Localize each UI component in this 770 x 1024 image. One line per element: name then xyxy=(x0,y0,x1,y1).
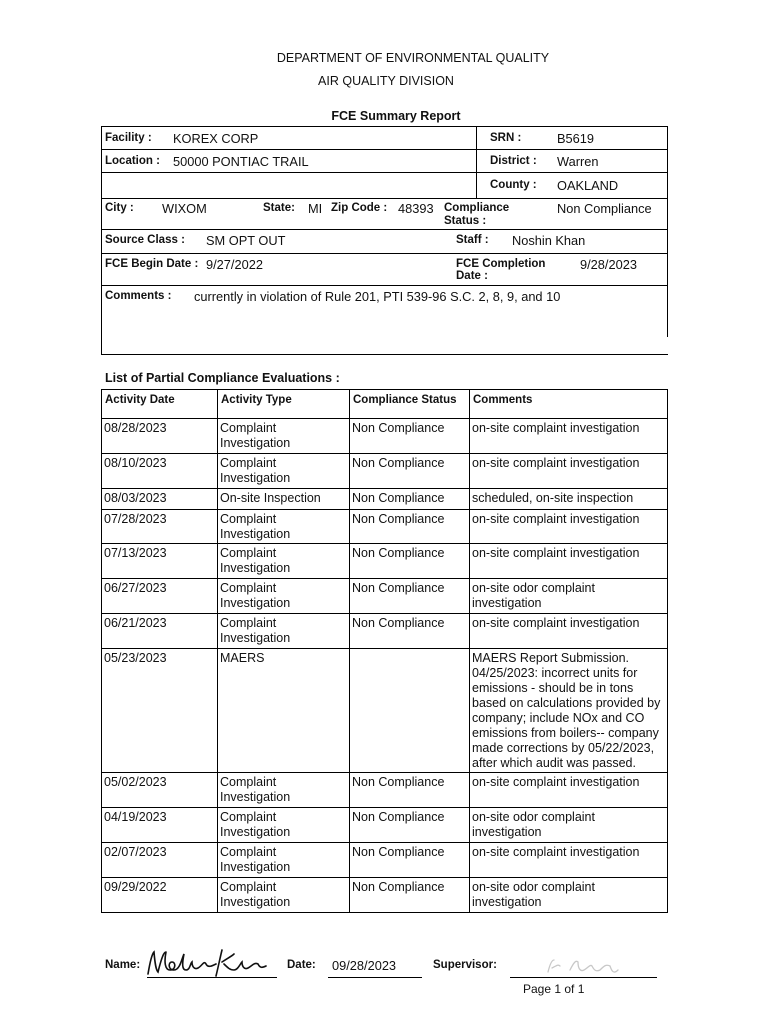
district-value: Warren xyxy=(557,154,599,169)
division-heading: AIR QUALITY DIVISION xyxy=(318,74,454,88)
pce-row-11-status: Non Compliance xyxy=(352,845,445,859)
compliance-status-label-line1: Compliance xyxy=(444,202,510,214)
srn-value: B5619 xyxy=(557,131,595,146)
compliance-status-value: Non Compliance xyxy=(557,201,652,216)
pce-row-7-comments: on-site complaint investigation xyxy=(472,616,640,630)
county-value: OAKLAND xyxy=(557,178,619,193)
name-label: Name: xyxy=(105,959,141,971)
location-label: Location : xyxy=(105,155,160,167)
column-header-date: Activity Date xyxy=(105,394,175,406)
pce-row-11-type: Complaint Investigation xyxy=(220,845,291,874)
pce-row-4-date: 07/28/2023 xyxy=(104,512,167,526)
county-label: County : xyxy=(490,179,537,191)
fce-begin-value: 9/27/2022 xyxy=(206,257,263,272)
supervisor-label: Supervisor: xyxy=(433,959,497,971)
staff-signature xyxy=(142,944,282,984)
city-value: WIXOM xyxy=(162,201,207,216)
pce-row-9-type: Complaint Investigation xyxy=(220,775,291,804)
pce-row-5-comments: on-site complaint investigation xyxy=(472,546,640,560)
pce-row-6-type: Complaint Investigation xyxy=(220,581,291,610)
pce-row-12-date: 09/29/2022 xyxy=(104,880,167,894)
pce-row-5-date: 07/13/2023 xyxy=(104,546,167,560)
location-value: 50000 PONTIAC TRAIL xyxy=(173,154,309,169)
pce-row-5-status: Non Compliance xyxy=(352,546,445,560)
pce-row-2-status: Non Compliance xyxy=(352,456,445,470)
pce-row-2-type: Complaint Investigation xyxy=(220,456,291,485)
pce-row-10-type: Complaint Investigation xyxy=(220,810,291,839)
pce-row-9-status: Non Compliance xyxy=(352,775,445,789)
pce-row-7-status: Non Compliance xyxy=(352,616,445,630)
pce-row-10-comments: on-site odor complaint investigation xyxy=(472,810,595,839)
pce-row-8-date: 05/23/2023 xyxy=(104,651,167,665)
pce-row-12-status: Non Compliance xyxy=(352,880,445,894)
staff-value: Noshin Khan xyxy=(512,233,586,248)
pce-row-2-date: 08/10/2023 xyxy=(104,456,167,470)
compliance-status-label-line2: Status : xyxy=(444,215,487,227)
pce-row-12-comments: on-site odor complaint investigation xyxy=(472,880,595,909)
pce-row-8-comments: MAERS Report Submission. 04/25/2023: incorrect units for emissions - should be in tons based on calculations provided by company; include NOx and CO emissions from boilers-- company made corrections by 05/22/2023, after which audit was passed. xyxy=(472,651,661,770)
pce-row-12-type: Complaint Investigation xyxy=(220,880,291,909)
pce-row-1-status: Non Compliance xyxy=(352,421,445,435)
pce-row-3-comments: scheduled, on-site inspection xyxy=(472,491,634,505)
date-label: Date: xyxy=(287,959,316,971)
pce-row-8-type: MAERS xyxy=(220,651,265,665)
staff-label: Staff : xyxy=(456,234,489,246)
comments-label: Comments : xyxy=(105,290,172,302)
pce-row-11-comments: on-site complaint investigation xyxy=(472,845,640,859)
column-header-type: Activity Type xyxy=(221,394,292,406)
facility-label: Facility : xyxy=(105,132,152,144)
pce-row-1-type: Complaint Investigation xyxy=(220,421,291,450)
pce-row-6-comments: on-site odor complaint investigation xyxy=(472,581,595,610)
pce-row-6-status: Non Compliance xyxy=(352,581,445,595)
facility-value: KOREX CORP xyxy=(173,131,259,146)
fce-completion-label-line2: Date : xyxy=(456,270,488,282)
pce-row-1-comments: on-site complaint investigation xyxy=(472,421,640,435)
pce-row-11-date: 02/07/2023 xyxy=(104,845,167,859)
district-label: District : xyxy=(490,155,537,167)
comments-value: currently in violation of Rule 201, PTI 539-96 S.C. 2, 8, 9, and 10 xyxy=(194,289,561,304)
pce-row-10-date: 04/19/2023 xyxy=(104,810,167,824)
pce-row-4-comments: on-site complaint investigation xyxy=(472,512,640,526)
pce-row-7-type: Complaint Investigation xyxy=(220,616,291,645)
source-class-label: Source Class : xyxy=(105,234,185,246)
pce-row-9-comments: on-site complaint investigation xyxy=(472,775,640,789)
date-value: 09/28/2023 xyxy=(332,958,397,973)
pce-row-9-date: 05/02/2023 xyxy=(104,775,167,789)
srn-label: SRN : xyxy=(490,132,522,144)
fce-completion-value: 9/28/2023 xyxy=(580,257,637,272)
pce-row-4-type: Complaint Investigation xyxy=(220,512,291,541)
pce-row-3-type: On-site Inspection xyxy=(220,491,321,505)
pce-row-7-date: 06/21/2023 xyxy=(104,616,167,630)
state-value: MI xyxy=(308,201,323,216)
report-title: FCE Summary Report xyxy=(331,109,461,123)
pce-row-2-comments: on-site complaint investigation xyxy=(472,456,640,470)
zip-label: Zip Code : xyxy=(331,202,388,214)
zip-value: 48393 xyxy=(398,201,434,216)
pce-row-3-status: Non Compliance xyxy=(352,491,445,505)
city-label: City : xyxy=(105,202,134,214)
state-label: State: xyxy=(263,202,295,214)
column-header-comments: Comments xyxy=(473,394,533,406)
pce-list-title: List of Partial Compliance Evaluations : xyxy=(105,371,340,385)
department-heading: DEPARTMENT OF ENVIRONMENTAL QUALITY xyxy=(276,51,550,65)
pce-row-1-date: 08/28/2023 xyxy=(104,421,167,435)
page-number: Page 1 of 1 xyxy=(523,982,585,996)
column-header-status: Compliance Status xyxy=(353,394,457,406)
source-class-value: SM OPT OUT xyxy=(206,233,286,248)
pce-row-10-status: Non Compliance xyxy=(352,810,445,824)
fce-begin-label: FCE Begin Date : xyxy=(105,258,199,270)
pce-row-4-status: Non Compliance xyxy=(352,512,445,526)
pce-row-3-date: 08/03/2023 xyxy=(104,491,167,505)
fce-completion-label-line1: FCE Completion xyxy=(456,258,546,270)
pce-row-6-date: 06/27/2023 xyxy=(104,581,167,595)
pce-row-5-type: Complaint Investigation xyxy=(220,546,291,575)
